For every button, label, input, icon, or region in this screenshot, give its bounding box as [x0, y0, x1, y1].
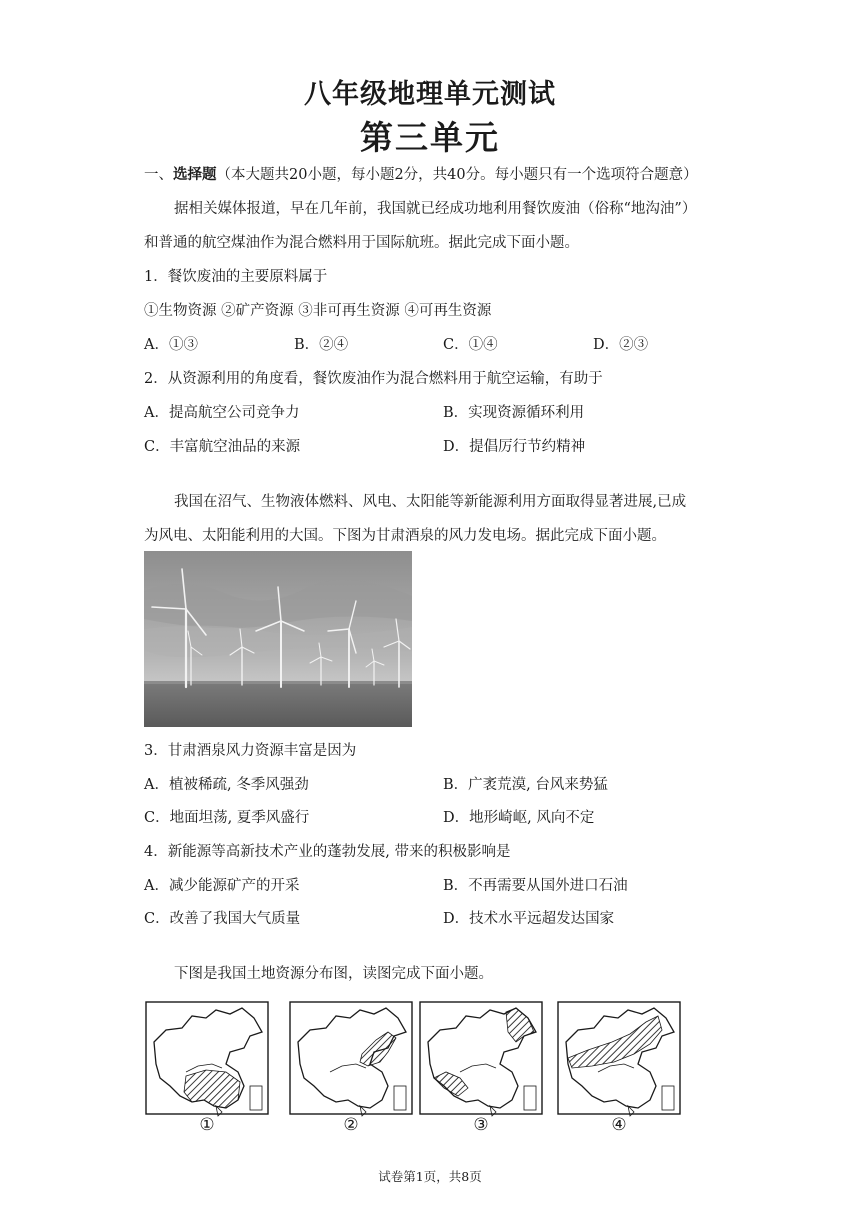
wind-farm-image — [144, 551, 412, 727]
map-3 — [420, 1002, 542, 1116]
passage1-line2: 和普通的航空煤油作为混合燃料用于国际航班。据此完成下面小题。 — [144, 235, 579, 251]
land-resource-maps — [144, 1000, 704, 1135]
q3-option-d: D．地形崎岖, 风向不定 — [443, 810, 595, 826]
map-label-4: ④ — [611, 1115, 627, 1135]
q2-option-b: B．实现资源循环利用 — [443, 405, 585, 421]
q2-stem: 2．从资源利用的角度看，餐饮废油作为混合燃料用于航空运输，有助于 — [144, 371, 603, 387]
q2-option-d: D．提倡厉行节约精神 — [443, 439, 586, 455]
q4-option-d: D．技术水平远超发达国家 — [443, 911, 615, 927]
q3-option-b: B．广袤荒漠, 台风来势猛 — [443, 777, 608, 793]
q1-option-a: A．①③ — [144, 337, 198, 353]
q2-option-c: C．丰富航空油品的来源 — [144, 439, 301, 455]
unit-title: 第三单元 — [360, 118, 500, 157]
section-note: （本大题共20小题，每小题2分，共40分。每小题只有一个选项符合题意） — [216, 167, 698, 183]
exam-title: 八年级地理单元测试 — [304, 79, 556, 110]
map-1 — [146, 1002, 268, 1116]
map-2 — [290, 1002, 412, 1116]
passage2-line1: 我国在沼气、生物液体燃料、风电、太阳能等新能源利用方面取得显著进展,已成 — [174, 494, 687, 510]
q2-option-a: A．提高航空公司竞争力 — [144, 405, 300, 421]
passage3-line1: 下图是我国土地资源分布图，读图完成下面小题。 — [174, 966, 493, 982]
q4-option-b: B．不再需要从国外进口石油 — [443, 878, 628, 894]
q3-option-a: A．植被稀疏, 冬季风强劲 — [144, 777, 309, 793]
map-label-2: ② — [343, 1115, 359, 1135]
q1-option-d: D．②③ — [593, 337, 649, 353]
q1-option-b: B．②④ — [294, 337, 349, 353]
wind-farm-photo — [144, 551, 412, 727]
map-4 — [558, 1002, 680, 1116]
section-prefix: 一、 — [144, 167, 173, 183]
q1-items: ①生物资源 ②矿产资源 ③非可再生资源 ④可再生资源 — [144, 303, 492, 319]
page-footer: 试卷第1页，共8页 — [378, 1169, 482, 1184]
q3-option-c: C．地面坦荡, 夏季风盛行 — [144, 810, 310, 826]
map-label-3: ③ — [473, 1115, 489, 1135]
q4-option-a: A．减少能源矿产的开采 — [144, 878, 300, 894]
passage1-line1: 据相关媒体报道，早在几年前，我国就已经成功地利用餐饮废油（俗称“地沟油”） — [174, 201, 697, 217]
map-label-1: ① — [199, 1115, 215, 1135]
section-heading — [144, 163, 698, 184]
q4-option-c: C．改善了我国大气质量 — [144, 911, 301, 927]
q4-stem: 4．新能源等高新技术产业的蓬勃发展, 带来的积极影响是 — [144, 844, 511, 860]
passage2-line2: 为风电、太阳能利用的大国。下图为甘肃酒泉的风力发电场。据此完成下面小题。 — [144, 528, 666, 544]
q1-option-c: C．①④ — [443, 337, 498, 353]
section-name: 选择题 — [173, 166, 217, 183]
q1-stem: 1．餐饮废油的主要原料属于 — [144, 269, 328, 285]
q3-stem: 3．甘肃酒泉风力资源丰富是因为 — [144, 743, 357, 759]
